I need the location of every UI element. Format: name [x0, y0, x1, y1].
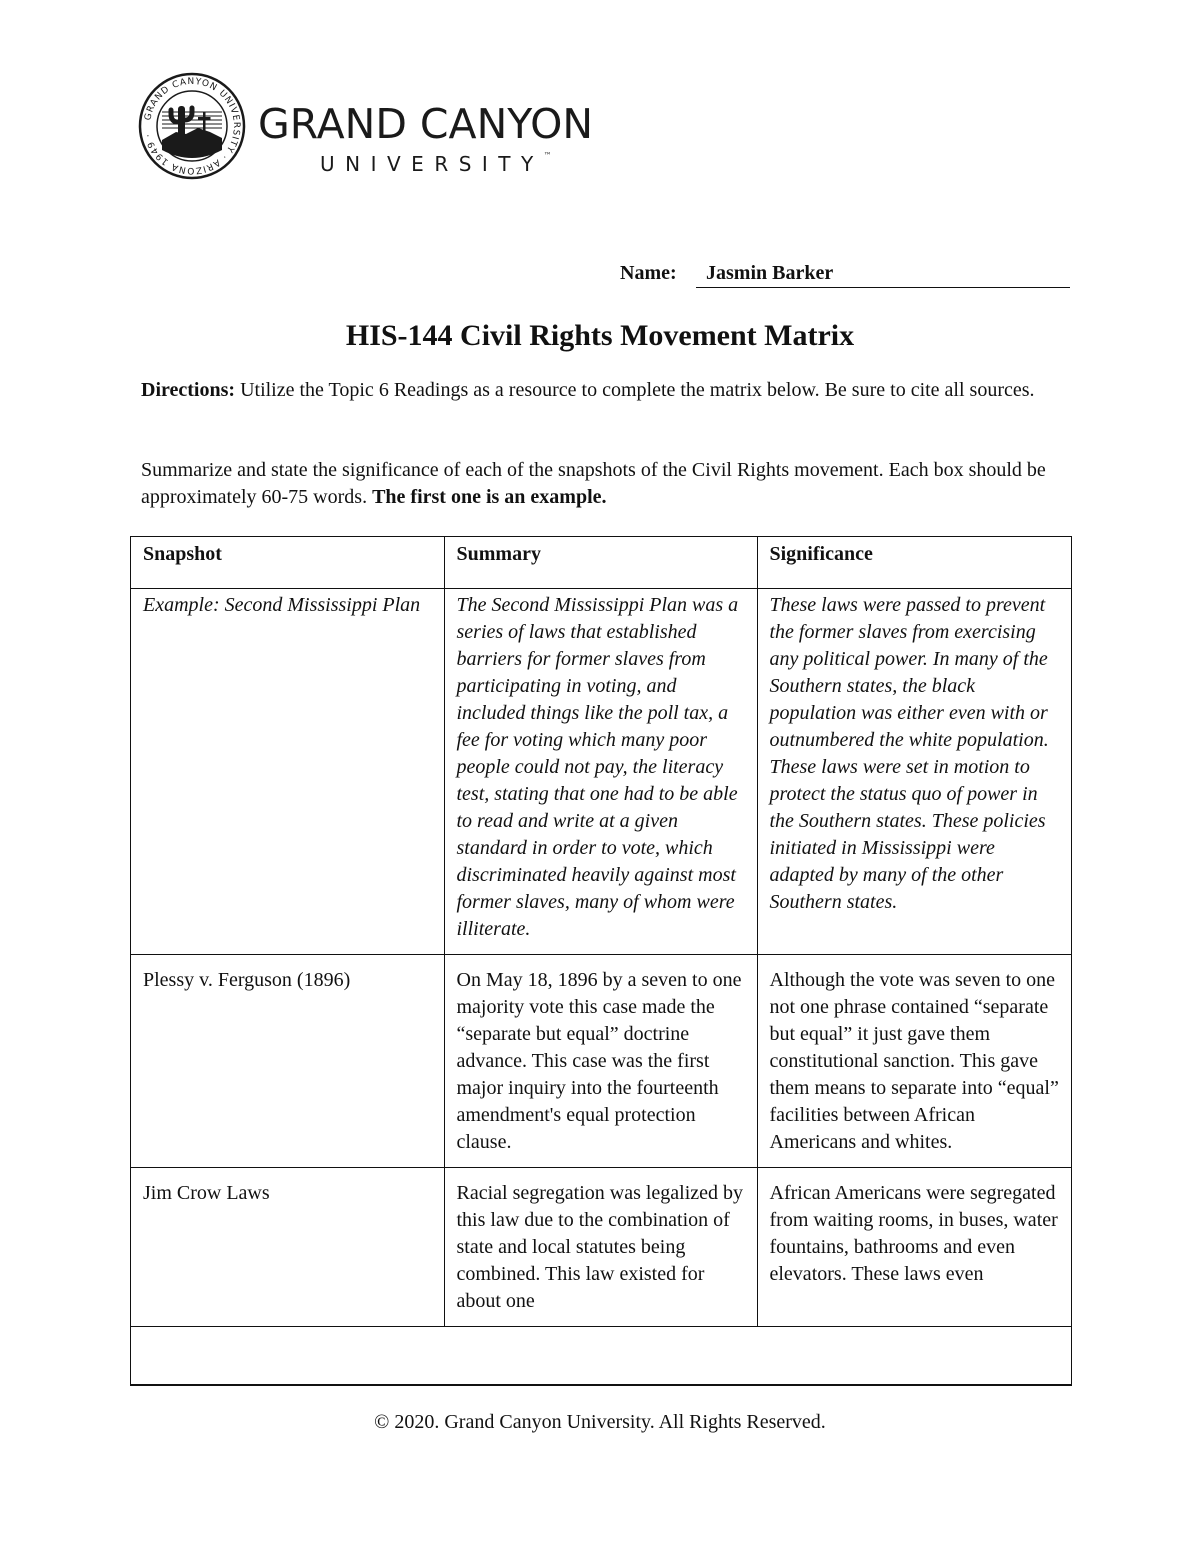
- svg-text:GRAND CANYON UNIVERSITY · ARIZ: GRAND CANYON UNIVERSITY · ARIZONA 1949 ·: [143, 76, 242, 176]
- cell-snapshot: Plessy v. Ferguson (1896): [131, 955, 444, 1168]
- header-significance: Significance: [757, 537, 1072, 589]
- directions-paragraph: [141, 377, 1081, 404]
- matrix-table: [131, 537, 1072, 1327]
- university-logo: [138, 72, 638, 182]
- cell-significance: Although the vote was seven to one not one phrase contained “separate but equal” it just gave them constitutional sanction. This gave them means to separate into “equal” facilities between African Americans and whites.: [757, 955, 1072, 1168]
- table-row: [131, 589, 1072, 955]
- copyright-footer: © 2020. Grand Canyon University. All Rights Reserved.: [374, 1411, 826, 1433]
- summary-instructions: [141, 457, 1081, 511]
- name-value: Jasmin Barker: [696, 262, 1070, 288]
- directions-label: Directions:: [141, 379, 236, 401]
- name-label: Name:: [620, 262, 677, 284]
- cell-significance: African Americans were segregated from waiting rooms, in buses, water fountains, bathrooms and even elevators. These laws even: [757, 1168, 1072, 1327]
- cell-summary: On May 18, 1896 by a seven to one majority vote this case made the “separate but equal” doctrine advance. This case was the first major inquiry into the fourteenth amendment's equal protection clause.: [444, 955, 757, 1168]
- table-row: [131, 1168, 1072, 1327]
- header-summary: Summary: [444, 537, 757, 589]
- university-seal-icon: [138, 72, 246, 180]
- cell-summary: The Second Mississippi Plan was a series of laws that established barriers for former slaves from participating in voting, and included things like the poll tax, a fee for voting which many poor people could not pay, the literacy test, stating that one had to be able to read and write at a given standard in order to vote, which discriminated heavily against most former slaves, many of whom were illiterate.: [444, 589, 757, 955]
- cell-snapshot: Jim Crow Laws: [131, 1168, 444, 1327]
- directions-text: Utilize the Topic 6 Readings as a resource to complete the matrix below. Be sure to cite all sources.: [235, 379, 1035, 401]
- cell-significance: These laws were passed to prevent the former slaves from exercising any political power. In many of the Southern states, the black population was either even with or outnumbered the white population. These laws were set in motion to protect the status quo of power in the Southern states. These policies initiated in Mississippi were adapted by many of the other Southern states.: [757, 589, 1072, 955]
- cell-summary: Racial segregation was legalized by this law due to the combination of state and local statutes being combined. This law existed for about one: [444, 1168, 757, 1327]
- header-snapshot: Snapshot: [131, 537, 444, 589]
- civil-rights-matrix: [130, 536, 1072, 1386]
- logo-subtitle: UNIVERSITY™: [320, 151, 552, 176]
- cell-snapshot: Example: Second Mississippi Plan: [131, 589, 444, 955]
- page-title: HIS-144 Civil Rights Movement Matrix: [345, 319, 855, 352]
- summary-line: Summarize and state the significance of each of the snapshots of the Civil Rights movement. Each box should be approximately 60-75 words.: [141, 459, 1046, 508]
- table-row: [131, 955, 1072, 1168]
- student-name-row: [620, 262, 1072, 292]
- example-note: The first one is an example.: [372, 486, 607, 508]
- table-header-row: [131, 537, 1072, 589]
- logo-wordmark: GRAND CANYON: [258, 100, 594, 148]
